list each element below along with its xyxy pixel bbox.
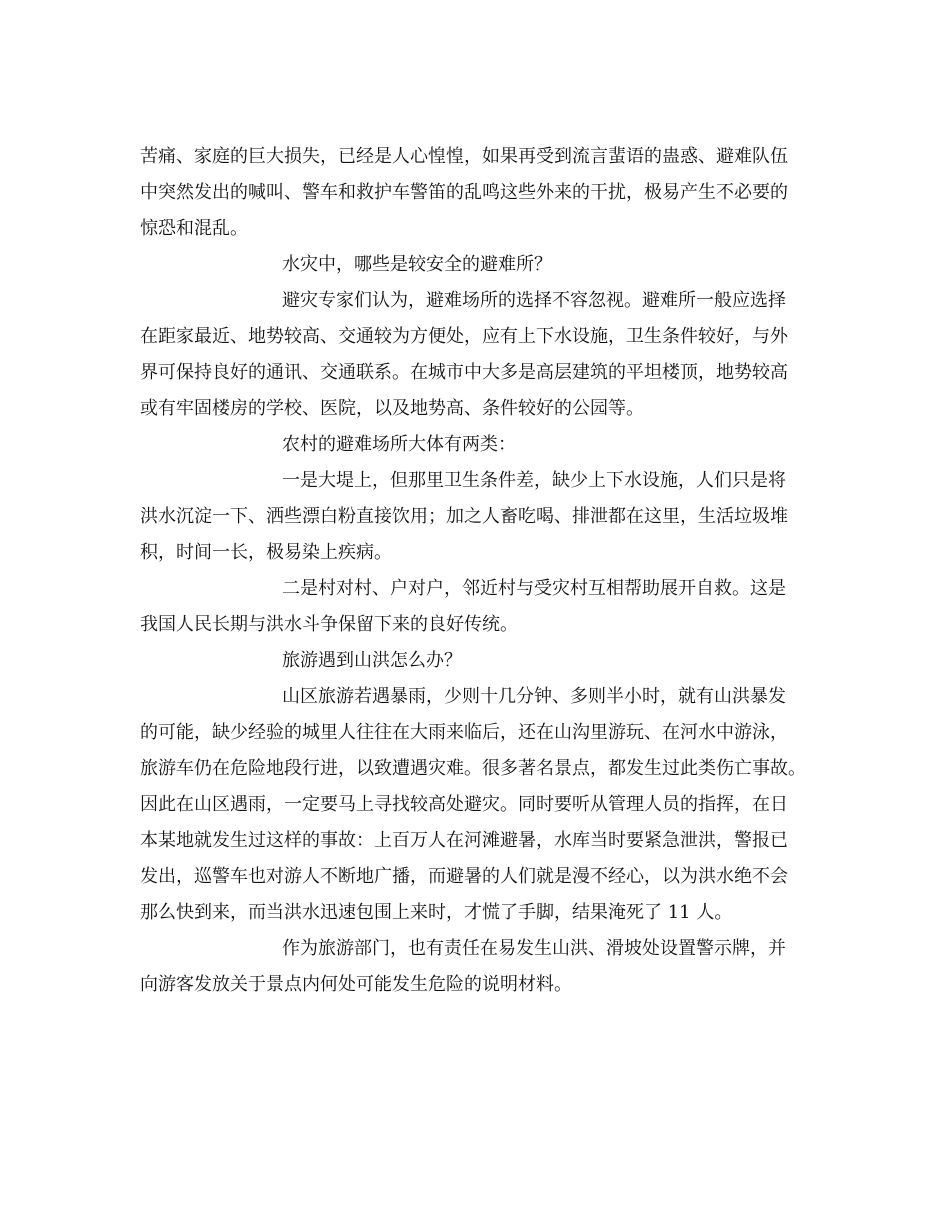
body-text-line: 或有牢固楼房的学校、医院，以及地势高、条件较好的公园等。 — [140, 398, 644, 419]
body-text-line: 避灾专家们认为，避难场所的选择不容忽视。避难所一般应选择 — [282, 290, 786, 311]
body-text-line: 旅游车仍在危险地段行进，以致遭遇灾难。很多著名景点，都发生过此类伤亡事故。 — [140, 758, 806, 779]
body-text-line: 作为旅游部门，也有责任在易发生山洪、滑坡处设置警示牌，并 — [282, 938, 786, 959]
body-text-line: 惊恐和混乱。 — [140, 218, 248, 239]
body-text-line: 洪水沉淀一下、洒些漂白粉直接饮用；加之人畜吃喝、排泄都在这里，生活垃圾堆 — [140, 506, 788, 527]
body-text-line: 苦痛、家庭的巨大损失，已经是人心惶惶，如果再受到流言蜚语的蛊惑、避难队伍 — [140, 146, 788, 167]
body-text-line: 中突然发出的喊叫、警车和救护车警笛的乱鸣这些外来的干扰，极易产生不必要的 — [140, 182, 788, 203]
body-text-line: 积，时间一长，极易染上疾病。 — [140, 542, 392, 563]
body-text-line: 本某地就发生过这样的事故：上百万人在河滩避暑，水库当时要紧急泄洪，警报已 — [140, 830, 788, 851]
body-text-line: 向游客发放关于景点内何处可能发生危险的说明材料。 — [140, 974, 572, 995]
section-question: 旅游遇到山洪怎么办？ — [282, 650, 462, 671]
body-text-line: 二是村对村、户对户，邻近村与受灾村互相帮助展开自救。这是 — [282, 578, 786, 599]
body-text-line: 山区旅游若遇暴雨，少则十几分钟、多则半小时，就有山洪暴发 — [282, 686, 786, 707]
body-text-line: 我国人民长期与洪水斗争保留下来的良好传统。 — [140, 614, 518, 635]
body-text-line: 因此在山区遇雨，一定要马上寻找较高处避灾。同时要听从管理人员的指挥，在日 — [140, 794, 788, 815]
body-text-line: 在距家最近、地势较高、交通较为方便处，应有上下水设施，卫生条件较好，与外 — [140, 326, 788, 347]
body-text-line: 农村的避难场所大体有两类： — [282, 434, 516, 455]
body-text-line: 界可保持良好的通讯、交通联系。在城市中大多是高层建筑的平坦楼顶，地势较高 — [140, 362, 788, 383]
body-text-line: 的可能，缺少经验的城里人往往在大雨来临后，还在山沟里游玩、在河水中游泳， — [140, 722, 788, 743]
section-question: 水灾中，哪些是较安全的避难所？ — [282, 254, 552, 275]
body-text-line: 发出，巡警车也对游人不断地广播，而避暑的人们就是漫不经心，以为洪水绝不会 — [140, 866, 788, 887]
body-text-line: 一是大堤上，但那里卫生条件差，缺少上下水设施，人们只是将 — [282, 470, 786, 491]
body-text-line: 那么快到来，而当洪水迅速包围上来时，才慌了手脚，结果淹死了 11 人。 — [140, 902, 733, 923]
